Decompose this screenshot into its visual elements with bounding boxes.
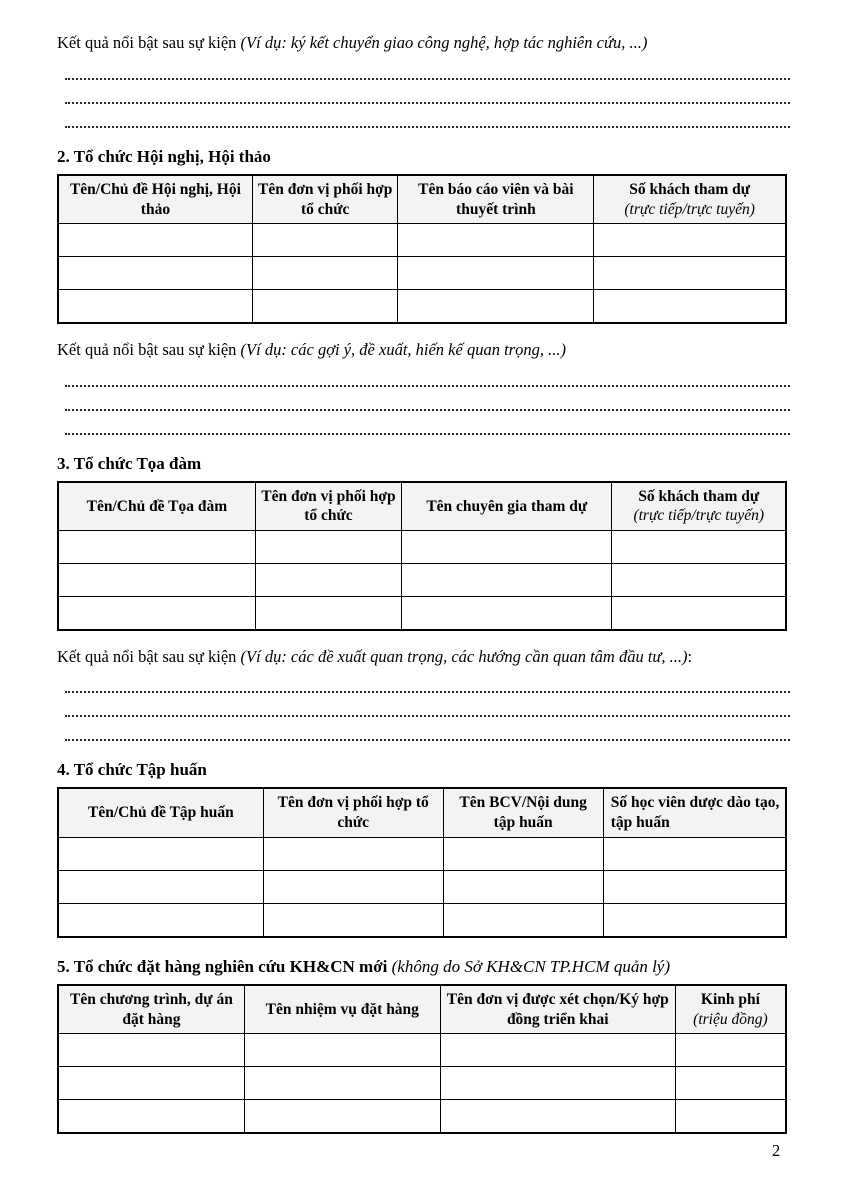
section-heading (57, 759, 790, 781)
result-note (57, 33, 790, 54)
fill-in-line (65, 56, 790, 80)
table-cell-empty (58, 838, 263, 871)
fill-in-line (65, 693, 790, 717)
table-header-cell (255, 482, 401, 531)
data-table (57, 174, 787, 324)
table-cell-empty (58, 871, 263, 904)
table-header-cell (58, 985, 244, 1034)
table-cell-empty (443, 904, 603, 937)
table-header-label: Số khách tham dự (638, 487, 760, 505)
table-cell-empty (58, 531, 255, 564)
table-cell-empty (263, 871, 443, 904)
fill-in-line (65, 717, 790, 741)
table-header-label: Tên/Chủ đề Tập huấn (88, 804, 234, 822)
section-heading-text: 5. Tổ chức đặt hàng nghiên cứu KH&CN mới (57, 956, 392, 976)
table-cell-empty (244, 1067, 440, 1100)
table-cell-empty (443, 871, 603, 904)
table-cell-empty (612, 564, 786, 597)
table-row (58, 1100, 786, 1133)
table-cell-empty (440, 1067, 675, 1100)
section-heading (57, 146, 790, 168)
table-cell-empty (252, 290, 398, 323)
table-cell-empty (263, 904, 443, 937)
table-cell-empty (594, 290, 786, 323)
table-cell-empty (58, 1067, 244, 1100)
table-header-label: Tên/Chủ đề Hội nghị, Hội thảo (69, 180, 241, 218)
table-row (58, 838, 786, 871)
fill-in-lines (57, 56, 790, 128)
table-cell-empty (398, 290, 594, 323)
table-body (58, 838, 786, 937)
table-header-label: Tên nhiệm vụ đặt hàng (265, 1000, 419, 1018)
table-row (58, 904, 786, 937)
table-header-cell (612, 482, 786, 531)
table-cell-empty (58, 224, 252, 257)
table-head (58, 788, 786, 837)
table-header-row (58, 788, 786, 837)
table-head (58, 175, 786, 224)
table-header-subnote: (triệu đồng) (693, 1010, 768, 1028)
fill-in-line (65, 411, 790, 435)
table-row (58, 257, 786, 290)
table-cell-empty (612, 597, 786, 630)
table-cell-empty (675, 1034, 786, 1067)
table-cell-empty (244, 1034, 440, 1067)
table-cell-empty (255, 564, 401, 597)
table-header-label: Số khách tham dự (629, 180, 751, 198)
table-cell-empty (440, 1100, 675, 1133)
table-header-cell (252, 175, 398, 224)
fill-in-line (65, 669, 790, 693)
result-note-suffix: : (687, 646, 693, 666)
table-row (58, 290, 786, 323)
table-cell-empty (675, 1067, 786, 1100)
table-header-cell (443, 788, 603, 837)
table-header-cell (58, 175, 252, 224)
table-cell-empty (594, 224, 786, 257)
table-header-label: Tên/Chủ đề Tọa đàm (86, 497, 228, 515)
result-note-lead: Kết quả nổi bật sau sự kiện (57, 646, 241, 666)
table-cell-empty (675, 1100, 786, 1133)
table-row (58, 597, 786, 630)
page-number: 2 (772, 1141, 781, 1160)
table-header-cell (594, 175, 786, 224)
result-note (57, 647, 790, 668)
table-cell-empty (58, 290, 252, 323)
table-header-label: Tên đơn vị phối hợp tổ chức (277, 794, 429, 832)
table-cell-empty (603, 871, 786, 904)
data-table (57, 787, 787, 937)
table-cell-empty (402, 564, 612, 597)
table-cell-empty (612, 531, 786, 564)
data-table (57, 481, 787, 631)
table-header-cell (263, 788, 443, 837)
table-header-row (58, 985, 786, 1034)
table-header-cell (440, 985, 675, 1034)
fill-in-lines (57, 363, 790, 435)
table-header-cell (402, 482, 612, 531)
fill-in-line (65, 387, 790, 411)
table-cell-empty (58, 904, 263, 937)
table-cell-empty (244, 1100, 440, 1133)
table-header-label: Kinh phí (700, 990, 760, 1008)
table-cell-empty (58, 1100, 244, 1133)
table-header-cell (398, 175, 594, 224)
table-row (58, 1067, 786, 1100)
table-row (58, 564, 786, 597)
table-header-subnote: (trực tiếp/trực tuyến) (624, 200, 755, 218)
fill-in-line (65, 363, 790, 387)
table-header-label: Tên BCV/Nội dung tập huấn (459, 794, 587, 832)
table-body (58, 1034, 786, 1133)
table-cell-empty (398, 224, 594, 257)
table-header-label: Tên đơn vị được xét chọn/Ký hợp đồng triển khai (446, 990, 669, 1028)
fill-in-line (65, 80, 790, 104)
fill-in-lines (57, 669, 790, 741)
fill-in-line (65, 104, 790, 128)
table-header-cell (603, 788, 786, 837)
table-cell-empty (58, 564, 255, 597)
table-header-subnote: (trực tiếp/trực tuyến) (633, 507, 765, 525)
table-cell-empty (58, 597, 255, 630)
table-cell-empty (603, 838, 786, 871)
section-heading (57, 453, 790, 475)
table-row (58, 1034, 786, 1067)
table-body (58, 224, 786, 323)
table-row (58, 224, 786, 257)
section-heading-text: 3. Tổ chức Tọa đàm (57, 453, 202, 473)
table-header-cell (675, 985, 786, 1034)
document-content (57, 33, 790, 1134)
table-cell-empty (58, 257, 252, 290)
table-cell-empty (603, 904, 786, 937)
table-body (58, 531, 786, 630)
table-head (58, 985, 786, 1034)
section-heading-text: 4. Tổ chức Tập huấn (57, 760, 207, 780)
table-header-label: Tên chuyên gia tham dự (426, 497, 588, 515)
result-note-lead: Kết quả nổi bật sau sự kiện (57, 339, 241, 359)
section-heading-text: 2. Tổ chức Hội nghị, Hội thảo (57, 146, 271, 166)
table-cell-empty (402, 531, 612, 564)
table-header-label: Tên đơn vị phối hợp tổ chức (258, 180, 393, 218)
table-header-row (58, 482, 786, 531)
result-note-example: (Ví dụ: ký kết chuyển giao công nghệ, hợp tác nghiên cứu, ...) (240, 33, 648, 52)
result-note-example: (Ví dụ: các gợi ý, đề xuất, hiến kế quan trọng, ...) (240, 339, 566, 359)
table-cell-empty (594, 257, 786, 290)
table-cell-empty (398, 257, 594, 290)
table-cell-empty (255, 531, 401, 564)
result-note (57, 340, 790, 361)
table-cell-empty (440, 1034, 675, 1067)
table-cell-empty (58, 1034, 244, 1067)
table-header-label: Số học viên dược dào tạo, tập huấn (610, 794, 780, 832)
table-header-cell (244, 985, 440, 1034)
table-cell-empty (402, 597, 612, 630)
table-cell-empty (255, 597, 401, 630)
table-header-cell (58, 482, 255, 531)
table-cell-empty (443, 838, 603, 871)
table-cell-empty (252, 257, 398, 290)
table-row (58, 871, 786, 904)
table-head (58, 482, 786, 531)
table-header-label: Tên chương trình, dự án đặt hàng (70, 990, 233, 1028)
table-cell-empty (263, 838, 443, 871)
data-table (57, 984, 787, 1134)
result-note-lead: Kết quả nổi bật sau sự kiện (57, 33, 241, 52)
table-header-row (58, 175, 786, 224)
result-note-example: (Ví dụ: các đề xuất quan trọng, các hướng cần quan tâm đầu tư, ...) (240, 646, 688, 666)
table-header-cell (58, 788, 263, 837)
section-heading (57, 956, 790, 978)
table-header-label: Tên báo cáo viên và bài thuyết trình (418, 180, 574, 218)
table-header-label: Tên đơn vị phối hợp tổ chức (261, 487, 396, 525)
section-heading-note: (không do Sở KH&CN TP.HCM quản lý) (391, 956, 671, 976)
table-cell-empty (252, 224, 398, 257)
table-row (58, 531, 786, 564)
